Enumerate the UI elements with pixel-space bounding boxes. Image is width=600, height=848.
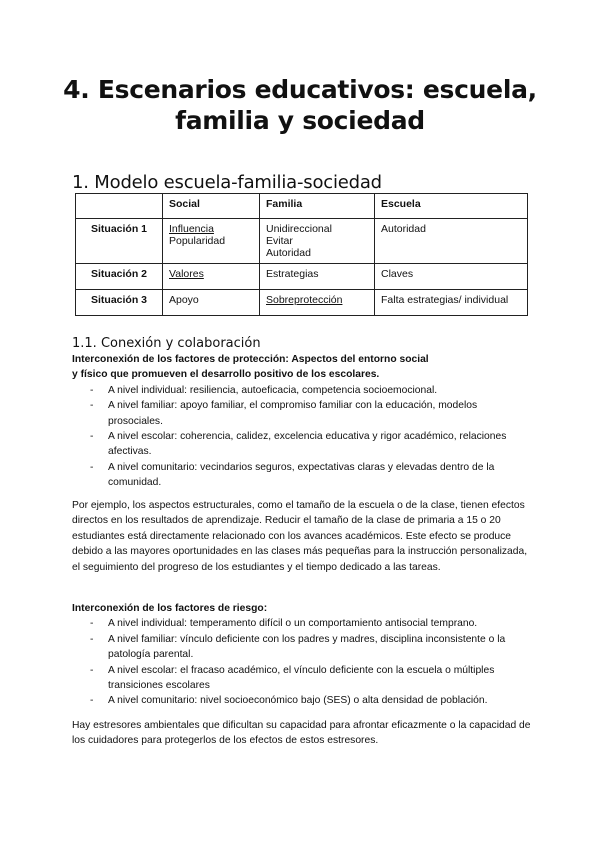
subsection-heading: 1.1. Conexión y colaboración	[72, 336, 261, 351]
list-item: - A nivel familiar: vínculo deficiente con los padres y madres, disciplina inconsistente o la patología parental.	[72, 632, 532, 663]
table-cell-text: Autoridad	[266, 247, 311, 259]
table-header-cell: Familia	[260, 194, 375, 219]
section-heading: 1. Modelo escuela-familia-sociedad	[72, 172, 382, 193]
paragraph-structural	[72, 498, 532, 575]
risk-factors	[72, 601, 532, 709]
table-cell	[260, 219, 375, 264]
table-header-cell: Social	[163, 194, 260, 219]
table-cell: Apoyo	[163, 290, 260, 316]
list-item: - A nivel individual: temperamento difícil o un comportamiento antisocial temprano.	[72, 616, 532, 631]
model-table	[75, 193, 528, 316]
table-cell-text: Valores	[169, 268, 204, 280]
table-cell-text: Sobreprotección	[266, 294, 343, 306]
table-header-cell: Escuela	[375, 194, 528, 219]
table-cell	[163, 264, 260, 290]
list-item: - A nivel familiar: apoyo familiar, el compromiso familiar con la educación, modelos prosociales.	[72, 398, 532, 429]
table-row	[76, 264, 528, 290]
protection-factors	[72, 352, 532, 491]
protection-title-line2: y físico que promueven el desarrollo positivo de los escolares.	[72, 369, 380, 381]
paragraph-stressors	[72, 718, 532, 749]
table-cell: Falta estrategias/ individual	[375, 290, 528, 316]
table-cell: Autoridad	[375, 219, 528, 264]
page-title-line2: familia y sociedad	[175, 106, 425, 135]
protection-title-line1: Interconexión de los factores de protección: Aspectos del entorno social	[72, 354, 429, 365]
page-title	[40, 74, 560, 136]
table-cell-text: Unidireccional	[266, 223, 332, 235]
table-cell: Claves	[375, 264, 528, 290]
table-row-label: Situación 3	[76, 290, 163, 316]
list-item: - A nivel escolar: coherencia, calidez, excelencia educativa y rigor académico, relaciones afectivas.	[72, 429, 532, 460]
table-cell	[163, 219, 260, 264]
table-cell	[260, 290, 375, 316]
table-cell-text: Evitar	[266, 235, 293, 247]
table-cell-text: Influencia	[169, 223, 214, 235]
table-row	[76, 219, 528, 264]
table-cell: Estrategias	[260, 264, 375, 290]
list-item: - A nivel comunitario: vecindarios seguros, expectativas claras y elevadas dentro de la comunidad.	[72, 460, 532, 491]
table-header-row	[76, 194, 528, 219]
table-header-cell	[76, 194, 163, 219]
protection-list	[72, 383, 532, 491]
list-item: - A nivel individual: resiliencia, autoeficacia, competencia socioemocional.	[72, 383, 532, 398]
table-row-label: Situación 1	[76, 219, 163, 264]
table-cell-text: Popularidad	[169, 235, 226, 247]
risk-list	[72, 616, 532, 708]
list-item: - A nivel comunitario: nivel socioeconómico bajo (SES) o alta densidad de población.	[72, 693, 532, 708]
table-row	[76, 290, 528, 316]
risk-title: Interconexión de los factores de riesgo:	[72, 603, 268, 614]
page-title-line1: 4. Escenarios educativos: escuela,	[63, 75, 537, 104]
paragraph-text: Por ejemplo, los aspectos estructurales, como el tamaño de la escuela o de la clase, tienen efectos directos en los resultados de aprendizaje. Reducir el tamaño de la clase de primaria a 15 o 20 estudiantes está directamente relacionado con los avances académicos. Este efecto se produce debido a las mayores oportunidades en las clases más pequeñas para la instrucción personalizada, el seguimiento del progreso de los estudiantes y el tiempo dedicado a las tareas.	[72, 500, 528, 573]
table-row-label: Situación 2	[76, 264, 163, 290]
list-item: - A nivel escolar: el fracaso académico, el vínculo deficiente con la escuela o múltiples transiciones escolares	[72, 663, 532, 694]
paragraph-text: Hay estresores ambientales que dificultan su capacidad para afrontar eficazmente o la capacidad de los cuidadores para protegerlos de los efectos de estos estresores.	[72, 720, 531, 747]
